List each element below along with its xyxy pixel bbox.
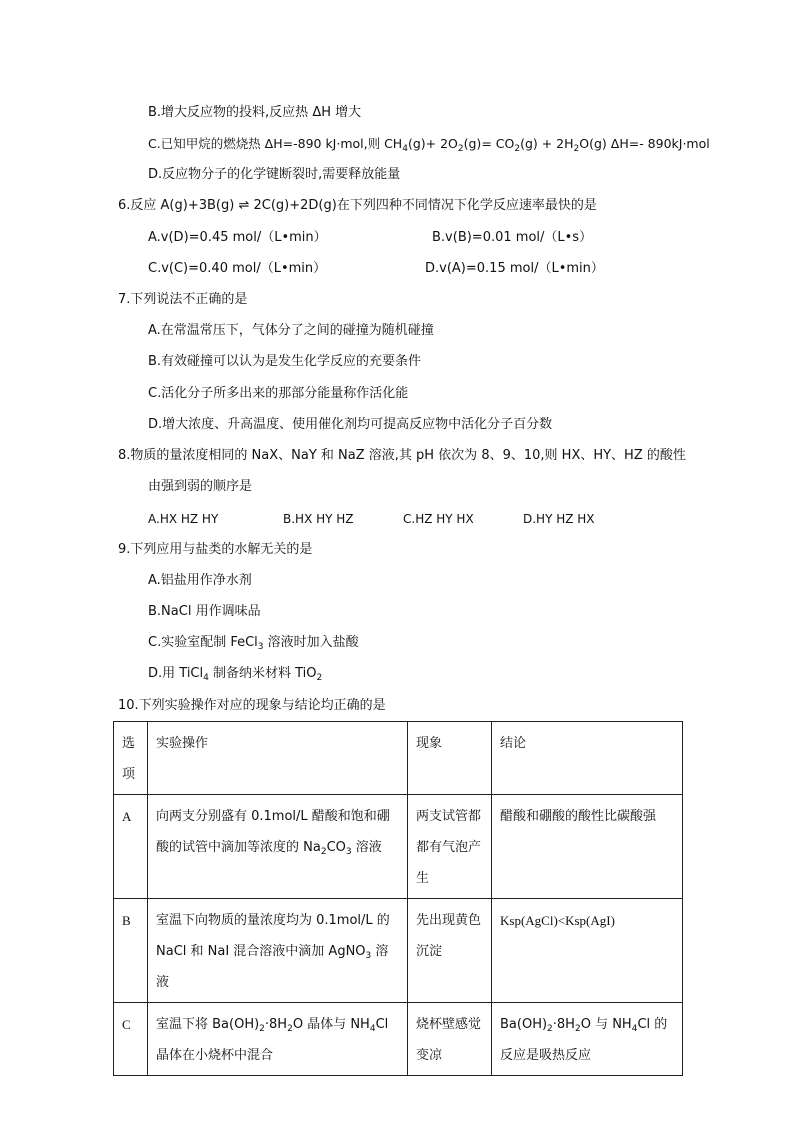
q7-option-c: C.活化分子所多出来的那部分能量称作活化能 <box>148 386 409 401</box>
row-conclusion: $Ba(OH)_2\cdot 8H_2O$ 与 $NH_4Cl$ 的反应是吸热反应 <box>492 1003 683 1076</box>
q9-option-d: D.用 TiCl$_4$ 制备纳米材料 TiO$_2$ <box>148 666 323 683</box>
q7-option-d: D.增大浓度、升高温度、使用催化剂均可提高反应物中活化分子百分数 <box>148 417 553 432</box>
q9-option-c: C.实验室配制 FeCl$_3$ 溶液时加入盐酸 <box>148 635 359 652</box>
experiment-table <box>113 721 683 1076</box>
q9-option-b: B.NaCl 用作调味品 <box>148 604 261 619</box>
row-operation: 室温下向物质的量浓度均为 0.1mol/L 的 NaCl 和 NaI 混合溶液中滴加 AgNO$_3$ 溶液 <box>148 899 408 1003</box>
header-conclusion: 结论 <box>492 722 683 795</box>
row-phenomenon: 先出现黄色沉淀 <box>408 899 492 1003</box>
q8-stem-line1: 8.物质的量浓度相同的 NaX、NaY 和 NaZ 溶液,其 pH 依次为 8、9、10,则 HX、HY、HZ 的酸性 <box>118 448 686 463</box>
q5-option-c: C.已知甲烷的燃烧热 ΔH=-890 kJ·mol,则 $CH_4(g)+ 2O_2(g)= CO_2(g) + 2H_2O(g)$ ΔH=- 890kJ·mol <box>148 136 710 154</box>
table-row <box>114 795 683 899</box>
row-phenomenon: 两支试管都都有气泡产生 <box>408 795 492 899</box>
q9-option-a: A.铝盐用作净水剂 <box>148 573 252 588</box>
q6-option-d: D.v(A)=0.15 mol/（L•min） <box>425 261 604 276</box>
table-header-row <box>114 722 683 795</box>
q9-stem: 9.下列应用与盐类的水解无关的是 <box>118 542 313 557</box>
q8-option-b: B.HX HY HZ <box>283 512 354 526</box>
table-row <box>114 899 683 1003</box>
table-row <box>114 1003 683 1076</box>
header-phenomenon: 现象 <box>408 722 492 795</box>
row-conclusion: Ksp(AgCl)<Ksp(AgI) <box>492 899 683 1003</box>
q6-option-b: B.v(B)=0.01 mol/（L•s） <box>432 230 593 245</box>
q6-stem: 6.反应 A(g)+3B(g) ⇌ 2C(g)+2D(g)在下列四种不同情况下化学反应速率最快的是 <box>118 198 597 213</box>
row-phenomenon: 烧杯壁感觉变凉 <box>408 1003 492 1076</box>
equilibrium-arrow-icon: ⇌ <box>238 198 250 213</box>
row-operation: 向两支分别盛有 0.1mol/L 醋酸和饱和硼酸的试管中滴加等浓度的 $Na_2CO_3$ 溶液 <box>148 795 408 899</box>
header-option: 选项 <box>114 722 148 795</box>
row-operation: 室温下将 $Ba(OH)_2\cdot 8H_2O$ 晶体与 $NH_4Cl$ 晶体在小烧杯中混合 <box>148 1003 408 1076</box>
q5-option-b: B.增大反应物的投料,反应热 ΔH 增大 <box>148 105 362 120</box>
q5-option-d: D.反应物分子的化学键断裂时,需要释放能量 <box>148 167 401 182</box>
q6-option-c: C.v(C)=0.40 mol/（L•min） <box>148 261 327 276</box>
header-operation: 实验操作 <box>148 722 408 795</box>
row-option: A <box>114 795 148 899</box>
row-conclusion: 醋酸和硼酸的酸性比碳酸强 <box>492 795 683 899</box>
q6-option-a: A.v(D)=0.45 mol/（L•min） <box>148 230 327 245</box>
row-option: B <box>114 899 148 1003</box>
q8-option-a: A.HX HZ HY <box>148 512 219 526</box>
q7-option-b: B.有效碰撞可以认为是发生化学反应的充要条件 <box>148 354 422 369</box>
row-option: C <box>114 1003 148 1076</box>
q8-option-d: D.HY HZ HX <box>523 512 595 526</box>
q7-option-a: A.在常温常压下，气体分了之间的碰撞为随机碰撞 <box>148 323 434 338</box>
q8-stem-line2: 由强到弱的顺序是 <box>148 479 253 494</box>
q7-stem: 7.下列说法不正确的是 <box>118 292 248 307</box>
q10-stem: 10.下列实验操作对应的现象与结论均正确的是 <box>118 698 386 713</box>
q8-option-c: C.HZ HY HX <box>403 512 474 526</box>
